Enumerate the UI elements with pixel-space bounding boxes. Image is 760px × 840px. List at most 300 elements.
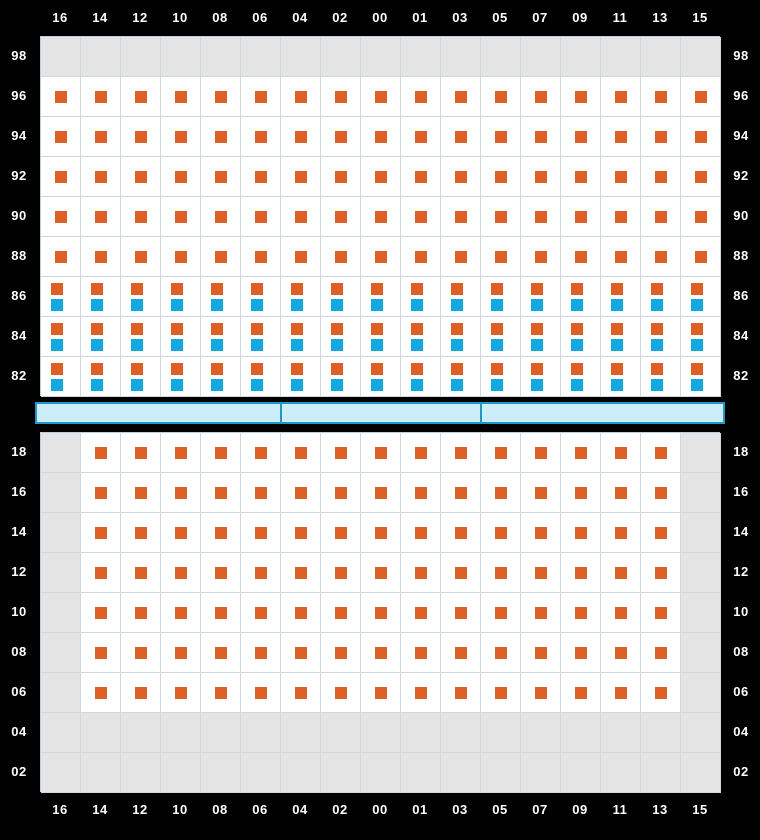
seat-marker-orange[interactable] [535,171,547,183]
seat-marker-orange[interactable] [371,283,383,295]
seat-marker-blue[interactable] [211,339,223,351]
seat-marker-orange[interactable] [255,607,267,619]
seat-marker-orange[interactable] [531,283,543,295]
seat-marker-orange[interactable] [691,363,703,375]
grid-cell[interactable] [321,753,361,793]
seat-marker-blue[interactable] [531,379,543,391]
seat-marker-orange[interactable] [295,607,307,619]
seat-marker-orange[interactable] [51,323,63,335]
upper-seat-section[interactable] [40,36,720,396]
seat-marker-orange[interactable] [495,487,507,499]
seat-marker-orange[interactable] [295,567,307,579]
seat-marker-orange[interactable] [411,283,423,295]
seat-marker-orange[interactable] [411,323,423,335]
seat-marker-orange[interactable] [175,687,187,699]
grid-cell[interactable] [441,37,481,77]
seat-marker-orange[interactable] [615,607,627,619]
seat-marker-orange[interactable] [575,251,587,263]
seat-marker-orange[interactable] [295,527,307,539]
seat-marker-orange[interactable] [535,567,547,579]
seat-marker-orange[interactable] [295,131,307,143]
grid-cell[interactable] [41,713,81,753]
seat-marker-orange[interactable] [491,363,503,375]
seat-marker-orange[interactable] [215,131,227,143]
seat-marker-orange[interactable] [455,487,467,499]
seat-marker-orange[interactable] [691,323,703,335]
seat-marker-orange[interactable] [615,647,627,659]
seat-marker-orange[interactable] [255,487,267,499]
seat-marker-orange[interactable] [375,607,387,619]
grid-cell[interactable] [121,753,161,793]
seat-marker-orange[interactable] [615,171,627,183]
seat-marker-orange[interactable] [331,323,343,335]
seat-marker-orange[interactable] [655,607,667,619]
seat-marker-blue[interactable] [331,379,343,391]
seat-marker-blue[interactable] [131,339,143,351]
seat-marker-orange[interactable] [691,283,703,295]
seat-marker-orange[interactable] [175,447,187,459]
seat-marker-orange[interactable] [615,567,627,579]
seat-marker-orange[interactable] [495,607,507,619]
grid-cell[interactable] [681,753,721,793]
seat-marker-orange[interactable] [611,363,623,375]
seat-marker-orange[interactable] [615,447,627,459]
seat-marker-blue[interactable] [331,339,343,351]
seat-marker-orange[interactable] [175,487,187,499]
seat-marker-orange[interactable] [375,447,387,459]
seat-marker-orange[interactable] [415,567,427,579]
seat-marker-orange[interactable] [255,91,267,103]
seat-marker-orange[interactable] [455,91,467,103]
seat-marker-blue[interactable] [251,299,263,311]
seat-marker-orange[interactable] [655,91,667,103]
seat-marker-orange[interactable] [455,527,467,539]
seat-marker-orange[interactable] [255,171,267,183]
grid-cell[interactable] [641,37,681,77]
seat-marker-orange[interactable] [135,567,147,579]
grid-cell[interactable] [41,753,81,793]
seat-marker-orange[interactable] [215,171,227,183]
seat-marker-orange[interactable] [335,527,347,539]
seat-marker-orange[interactable] [335,211,347,223]
seat-marker-blue[interactable] [371,339,383,351]
seat-marker-orange[interactable] [335,171,347,183]
seat-marker-orange[interactable] [255,567,267,579]
seat-marker-blue[interactable] [571,299,583,311]
seat-marker-orange[interactable] [695,131,707,143]
seat-marker-orange[interactable] [295,171,307,183]
grid-cell[interactable] [41,37,81,77]
seat-marker-orange[interactable] [375,91,387,103]
seat-marker-orange[interactable] [95,131,107,143]
seat-marker-orange[interactable] [575,447,587,459]
seat-marker-orange[interactable] [135,687,147,699]
seat-marker-orange[interactable] [135,211,147,223]
seat-marker-orange[interactable] [131,363,143,375]
seat-marker-orange[interactable] [451,283,463,295]
seat-marker-blue[interactable] [411,339,423,351]
grid-cell[interactable] [361,713,401,753]
seat-marker-orange[interactable] [495,527,507,539]
grid-cell[interactable] [441,753,481,793]
seat-marker-blue[interactable] [411,379,423,391]
seat-marker-blue[interactable] [491,299,503,311]
seat-marker-orange[interactable] [175,607,187,619]
seat-marker-orange[interactable] [655,171,667,183]
grid-cell[interactable] [681,673,721,713]
seat-marker-orange[interactable] [215,527,227,539]
seat-marker-blue[interactable] [91,339,103,351]
seat-marker-orange[interactable] [575,527,587,539]
seat-marker-orange[interactable] [135,91,147,103]
seat-marker-blue[interactable] [651,299,663,311]
seat-marker-blue[interactable] [51,339,63,351]
seat-marker-blue[interactable] [571,339,583,351]
seat-marker-orange[interactable] [535,487,547,499]
seat-marker-orange[interactable] [575,687,587,699]
seat-marker-blue[interactable] [651,339,663,351]
grid-cell[interactable] [41,433,81,473]
seat-marker-orange[interactable] [335,647,347,659]
seat-marker-orange[interactable] [615,251,627,263]
seat-marker-orange[interactable] [575,211,587,223]
seat-marker-orange[interactable] [331,283,343,295]
seat-marker-orange[interactable] [295,487,307,499]
seat-marker-blue[interactable] [291,339,303,351]
grid-cell[interactable] [561,753,601,793]
grid-cell[interactable] [241,37,281,77]
seat-marker-blue[interactable] [651,379,663,391]
grid-cell[interactable] [601,37,641,77]
seat-marker-orange[interactable] [175,211,187,223]
seat-marker-orange[interactable] [295,687,307,699]
seat-marker-blue[interactable] [371,299,383,311]
seat-marker-orange[interactable] [695,251,707,263]
grid-cell[interactable] [321,713,361,753]
seat-marker-orange[interactable] [295,447,307,459]
seat-marker-blue[interactable] [291,379,303,391]
seat-marker-blue[interactable] [251,379,263,391]
seat-marker-orange[interactable] [175,567,187,579]
seat-marker-orange[interactable] [415,527,427,539]
grid-cell[interactable] [681,713,721,753]
seat-marker-orange[interactable] [495,687,507,699]
grid-cell[interactable] [281,37,321,77]
seat-marker-orange[interactable] [615,211,627,223]
seat-marker-orange[interactable] [575,487,587,499]
seat-marker-orange[interactable] [55,211,67,223]
seat-marker-orange[interactable] [171,283,183,295]
seat-marker-orange[interactable] [495,91,507,103]
grid-cell[interactable] [681,633,721,673]
seat-marker-orange[interactable] [135,251,147,263]
seat-marker-blue[interactable] [251,339,263,351]
seat-marker-orange[interactable] [455,131,467,143]
seat-marker-orange[interactable] [451,323,463,335]
seat-marker-orange[interactable] [571,323,583,335]
seat-marker-orange[interactable] [55,131,67,143]
seat-marker-orange[interactable] [95,251,107,263]
seat-marker-orange[interactable] [375,527,387,539]
grid-cell[interactable] [681,37,721,77]
seat-marker-orange[interactable] [455,647,467,659]
seat-marker-orange[interactable] [295,647,307,659]
seat-marker-orange[interactable] [335,487,347,499]
seat-marker-orange[interactable] [491,283,503,295]
seat-marker-orange[interactable] [215,607,227,619]
grid-cell[interactable] [81,37,121,77]
seat-marker-orange[interactable] [55,251,67,263]
seat-marker-orange[interactable] [415,607,427,619]
seat-marker-orange[interactable] [375,567,387,579]
seat-marker-orange[interactable] [615,687,627,699]
grid-cell[interactable] [41,633,81,673]
seat-marker-orange[interactable] [255,251,267,263]
seat-marker-orange[interactable] [255,647,267,659]
seat-marker-orange[interactable] [655,567,667,579]
seat-marker-orange[interactable] [495,131,507,143]
seat-marker-orange[interactable] [415,447,427,459]
seat-marker-orange[interactable] [95,607,107,619]
seat-marker-orange[interactable] [135,647,147,659]
seat-marker-blue[interactable] [611,299,623,311]
seat-marker-orange[interactable] [255,687,267,699]
seat-marker-orange[interactable] [51,363,63,375]
seat-marker-orange[interactable] [695,211,707,223]
seat-marker-orange[interactable] [175,251,187,263]
seat-marker-orange[interactable] [535,647,547,659]
seat-marker-orange[interactable] [575,567,587,579]
grid-cell[interactable] [281,753,321,793]
seat-marker-blue[interactable] [171,379,183,391]
seat-marker-orange[interactable] [291,323,303,335]
seat-marker-orange[interactable] [571,283,583,295]
grid-cell[interactable] [641,753,681,793]
seat-marker-orange[interactable] [51,283,63,295]
seat-marker-orange[interactable] [135,607,147,619]
seat-marker-orange[interactable] [335,687,347,699]
seat-marker-orange[interactable] [535,131,547,143]
seat-marker-blue[interactable] [691,379,703,391]
grid-cell[interactable] [521,713,561,753]
seat-marker-orange[interactable] [251,323,263,335]
seat-marker-orange[interactable] [611,283,623,295]
seat-marker-orange[interactable] [135,487,147,499]
seat-marker-blue[interactable] [411,299,423,311]
seat-marker-orange[interactable] [135,171,147,183]
grid-cell[interactable] [81,713,121,753]
seat-marker-orange[interactable] [495,567,507,579]
grid-cell[interactable] [41,553,81,593]
seat-marker-orange[interactable] [575,91,587,103]
seat-marker-orange[interactable] [615,527,627,539]
seat-marker-blue[interactable] [571,379,583,391]
seat-marker-orange[interactable] [255,211,267,223]
seat-marker-orange[interactable] [415,251,427,263]
seat-marker-orange[interactable] [171,363,183,375]
seat-marker-orange[interactable] [55,91,67,103]
grid-cell[interactable] [481,37,521,77]
seat-marker-orange[interactable] [375,171,387,183]
seat-marker-orange[interactable] [455,687,467,699]
seat-marker-orange[interactable] [651,283,663,295]
seat-marker-orange[interactable] [695,91,707,103]
grid-cell[interactable] [41,513,81,553]
seat-marker-blue[interactable] [451,339,463,351]
grid-cell[interactable] [481,713,521,753]
seat-marker-orange[interactable] [215,487,227,499]
grid-cell[interactable] [441,713,481,753]
grid-cell[interactable] [601,753,641,793]
seat-marker-orange[interactable] [255,447,267,459]
grid-cell[interactable] [121,37,161,77]
grid-cell[interactable] [481,753,521,793]
seat-marker-orange[interactable] [655,647,667,659]
seat-marker-orange[interactable] [215,567,227,579]
seat-marker-orange[interactable] [411,363,423,375]
seat-marker-orange[interactable] [175,171,187,183]
grid-cell[interactable] [41,593,81,633]
seat-marker-orange[interactable] [415,687,427,699]
seat-marker-orange[interactable] [135,527,147,539]
seat-marker-orange[interactable] [335,251,347,263]
seat-marker-orange[interactable] [255,527,267,539]
seat-marker-blue[interactable] [171,339,183,351]
seat-marker-orange[interactable] [615,487,627,499]
seat-marker-orange[interactable] [535,251,547,263]
seat-marker-orange[interactable] [611,323,623,335]
seat-marker-orange[interactable] [535,447,547,459]
seat-marker-blue[interactable] [131,379,143,391]
seat-marker-orange[interactable] [415,211,427,223]
grid-cell[interactable] [361,37,401,77]
grid-cell[interactable] [521,37,561,77]
grid-cell[interactable] [161,37,201,77]
grid-cell[interactable] [561,37,601,77]
seat-marker-orange[interactable] [175,647,187,659]
seat-marker-blue[interactable] [451,379,463,391]
seat-marker-orange[interactable] [215,687,227,699]
seat-marker-blue[interactable] [211,299,223,311]
seat-marker-orange[interactable] [215,91,227,103]
seat-marker-orange[interactable] [575,607,587,619]
seat-marker-blue[interactable] [51,299,63,311]
seat-marker-orange[interactable] [375,131,387,143]
seat-marker-orange[interactable] [55,171,67,183]
seat-marker-orange[interactable] [655,687,667,699]
seat-marker-blue[interactable] [531,339,543,351]
seat-marker-orange[interactable] [495,171,507,183]
seat-marker-orange[interactable] [215,211,227,223]
seat-marker-orange[interactable] [175,131,187,143]
seat-marker-orange[interactable] [491,323,503,335]
seat-marker-orange[interactable] [375,211,387,223]
seat-marker-blue[interactable] [491,339,503,351]
seat-marker-blue[interactable] [211,379,223,391]
seat-marker-orange[interactable] [215,647,227,659]
lower-seat-section[interactable] [40,432,720,792]
seat-marker-blue[interactable] [451,299,463,311]
seat-marker-orange[interactable] [91,323,103,335]
seat-marker-orange[interactable] [455,607,467,619]
seat-marker-orange[interactable] [535,211,547,223]
seat-marker-blue[interactable] [691,339,703,351]
grid-cell[interactable] [241,713,281,753]
seat-marker-blue[interactable] [291,299,303,311]
grid-cell[interactable] [681,513,721,553]
seat-marker-blue[interactable] [611,379,623,391]
grid-cell[interactable] [41,673,81,713]
seat-marker-orange[interactable] [415,171,427,183]
grid-cell[interactable] [121,713,161,753]
seat-marker-orange[interactable] [291,363,303,375]
grid-cell[interactable] [281,713,321,753]
grid-cell[interactable] [201,37,241,77]
grid-cell[interactable] [601,713,641,753]
seat-marker-orange[interactable] [171,323,183,335]
seat-marker-orange[interactable] [535,607,547,619]
seat-marker-orange[interactable] [655,527,667,539]
seat-marker-orange[interactable] [335,91,347,103]
seat-marker-orange[interactable] [331,363,343,375]
seat-marker-orange[interactable] [495,211,507,223]
seat-marker-blue[interactable] [91,379,103,391]
seat-marker-orange[interactable] [575,647,587,659]
seat-marker-orange[interactable] [535,527,547,539]
grid-cell[interactable] [401,713,441,753]
seat-marker-orange[interactable] [135,131,147,143]
seat-marker-orange[interactable] [535,687,547,699]
seat-marker-orange[interactable] [695,171,707,183]
seat-marker-orange[interactable] [655,447,667,459]
seat-marker-orange[interactable] [371,323,383,335]
grid-cell[interactable] [681,553,721,593]
seat-marker-orange[interactable] [655,211,667,223]
seat-marker-orange[interactable] [95,447,107,459]
grid-cell[interactable] [161,713,201,753]
seat-marker-orange[interactable] [531,323,543,335]
grid-cell[interactable] [201,713,241,753]
seat-marker-orange[interactable] [95,647,107,659]
seat-marker-orange[interactable] [495,251,507,263]
seat-marker-orange[interactable] [175,527,187,539]
seat-marker-orange[interactable] [295,211,307,223]
grid-cell[interactable] [81,753,121,793]
seat-marker-orange[interactable] [251,283,263,295]
seat-marker-blue[interactable] [171,299,183,311]
grid-cell[interactable] [161,753,201,793]
seat-marker-orange[interactable] [215,447,227,459]
grid-cell[interactable] [321,37,361,77]
seat-marker-blue[interactable] [331,299,343,311]
seat-marker-orange[interactable] [651,363,663,375]
seat-marker-orange[interactable] [251,363,263,375]
seat-marker-orange[interactable] [375,687,387,699]
aisle-walkway[interactable] [35,402,725,424]
seat-marker-orange[interactable] [371,363,383,375]
grid-cell[interactable] [401,753,441,793]
seat-marker-orange[interactable] [215,251,227,263]
seat-marker-orange[interactable] [655,131,667,143]
seat-marker-orange[interactable] [335,567,347,579]
seat-marker-orange[interactable] [655,487,667,499]
seat-marker-orange[interactable] [375,487,387,499]
seat-marker-orange[interactable] [295,251,307,263]
seat-marker-blue[interactable] [611,339,623,351]
grid-cell[interactable] [521,753,561,793]
seat-marker-orange[interactable] [175,91,187,103]
grid-cell[interactable] [561,713,601,753]
